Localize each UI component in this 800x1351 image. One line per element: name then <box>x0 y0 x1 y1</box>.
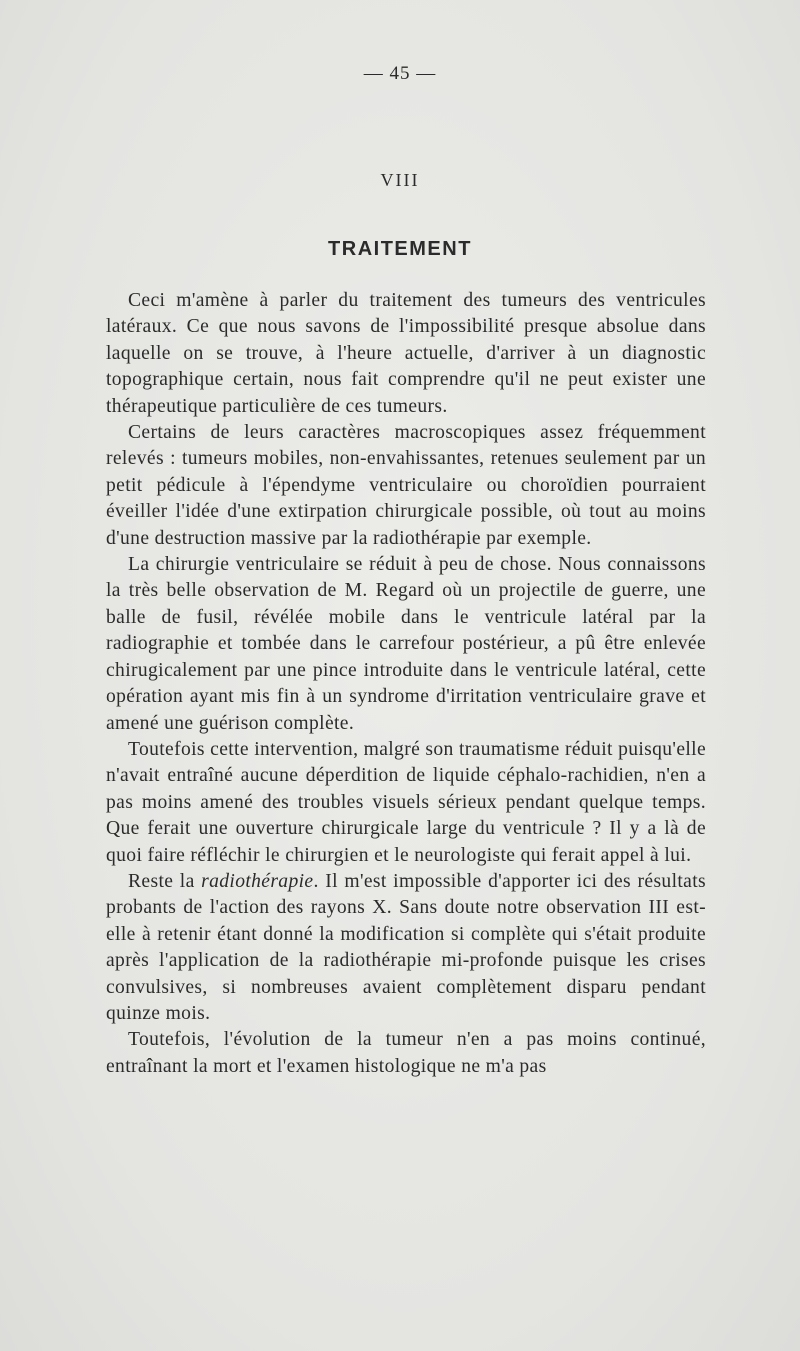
paragraph-5-emphasis: radiothérapie <box>201 870 314 892</box>
page-number: — 45 — <box>363 63 437 84</box>
paragraph-6: Toutefois, l'évolution de la tumeur n'en a pas moins continué, entraînant la mort et l'examen histologique ne m'a pas <box>106 1029 706 1077</box>
paragraph-5-start: Reste la <box>128 870 202 892</box>
paragraph-2: Certains de leurs caractères macroscopiques assez fréquemment relevés : tumeurs mobiles, non-envahissantes, retenues seulement par un petit pédicule à l'épendyme ventriculaire ou choroïdien pourraient éveiller l'idée d'une extirpation chirurgicale possible, où tout au moins d'une destruction massive par la radiothérapie par exemple. <box>106 422 706 549</box>
paragraph-5 <box>106 869 706 1027</box>
paragraph-3: La chirurgie ventriculaire se réduit à peu de chose. Nous connaissons la très belle observation de M. Regard où un projectile de guerre, une balle de fusil, révélée mobile dans le ventricule latéral par la radiographie et tombée dans le carrefour postérieur, a pû être enlevée chirugicalement par une pince introduite dans le ventricule latéral, cette opération ayant mis fin à un syndrome d'irritation ventriculaire grave et amené une guérison complète. <box>106 554 706 734</box>
paragraph-1: Ceci m'amène à parler du traitement des tumeurs des ventricules latéraux. Ce que nous savons de l'impossibilité presque absolue dans laquelle on se trouve, à l'heure actuelle, d'arriver à un diagnostic topographique certain, nous fait comprendre qu'il ne peut exister une thérapeutique particulière de ces tumeurs. <box>106 290 706 417</box>
chapter-title: TRAITEMENT <box>328 238 472 260</box>
paragraph-5-end: . Il m'est impossible d'apporter ici des résultats probants de l'action des rayons X. Sans doute notre observation III est-elle à retenir étant donné la modification si complète qui s'était produite après l'application de la radiothérapie mi-profonde puisque les crises convulsives, si nombreuses avaient complètement disparu pendant quinze mois. <box>106 870 706 1024</box>
body-text <box>106 288 706 1080</box>
paragraph-4: Toutefois cette intervention, malgré son traumatisme réduit puisqu'elle n'avait entraîné aucune déperdition de liquide céphalo-rachidien, n'en a pas moins amené des troubles visuels sérieux pendant quelque temps. Que ferait une ouverture chirurgicale large du ventricule ? Il y a là de quoi faire réfléchir le chirurgien et le neurologiste qui ferait appel à lui. <box>106 738 706 866</box>
chapter-number: VIII <box>380 170 420 190</box>
